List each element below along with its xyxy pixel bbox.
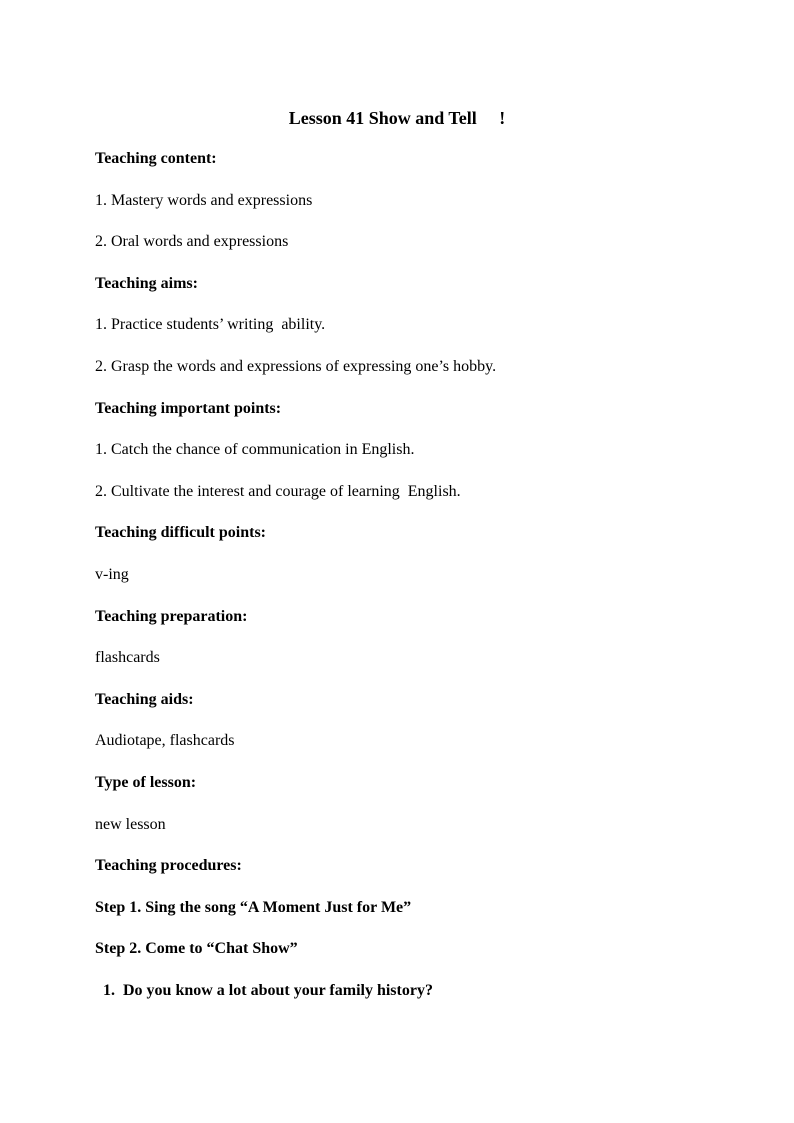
aims-item: 2. Grasp the words and expressions of expressing one’s hobby.: [95, 358, 497, 375]
heading-teaching-procedures: Teaching procedures:: [95, 857, 242, 874]
step-item: Step 2. Come to “Chat Show”: [95, 940, 298, 957]
lesson-title: Lesson 41 Show and Tell !: [288, 108, 506, 128]
heading-difficult-points: Teaching difficult points:: [95, 524, 266, 541]
important-item: 1. Catch the chance of communication in English.: [95, 441, 415, 458]
heading-important-points: Teaching important points:: [95, 400, 282, 417]
step-item: Step 1. Sing the song “A Moment Just for Me”: [95, 899, 412, 916]
important-item: 2. Cultivate the interest and courage of learning English.: [95, 483, 461, 500]
preparation-text: flashcards: [95, 649, 160, 666]
heading-type-of-lesson: Type of lesson:: [95, 774, 197, 791]
type-text: new lesson: [95, 816, 166, 833]
content-item: 1. Mastery words and expressions: [95, 192, 313, 209]
difficult-text: v-ing: [95, 566, 129, 583]
content-item: 2. Oral words and expressions: [95, 233, 289, 250]
aims-item: 1. Practice students’ writing ability.: [95, 316, 326, 333]
aids-text: Audiotape, flashcards: [95, 732, 235, 749]
heading-teaching-preparation: Teaching preparation:: [95, 608, 248, 625]
heading-teaching-content: Teaching content:: [95, 150, 217, 167]
heading-teaching-aims: Teaching aims:: [95, 275, 198, 292]
heading-teaching-aids: Teaching aids:: [95, 691, 194, 708]
question-item: 1. Do you know a lot about your family history?: [103, 982, 433, 999]
